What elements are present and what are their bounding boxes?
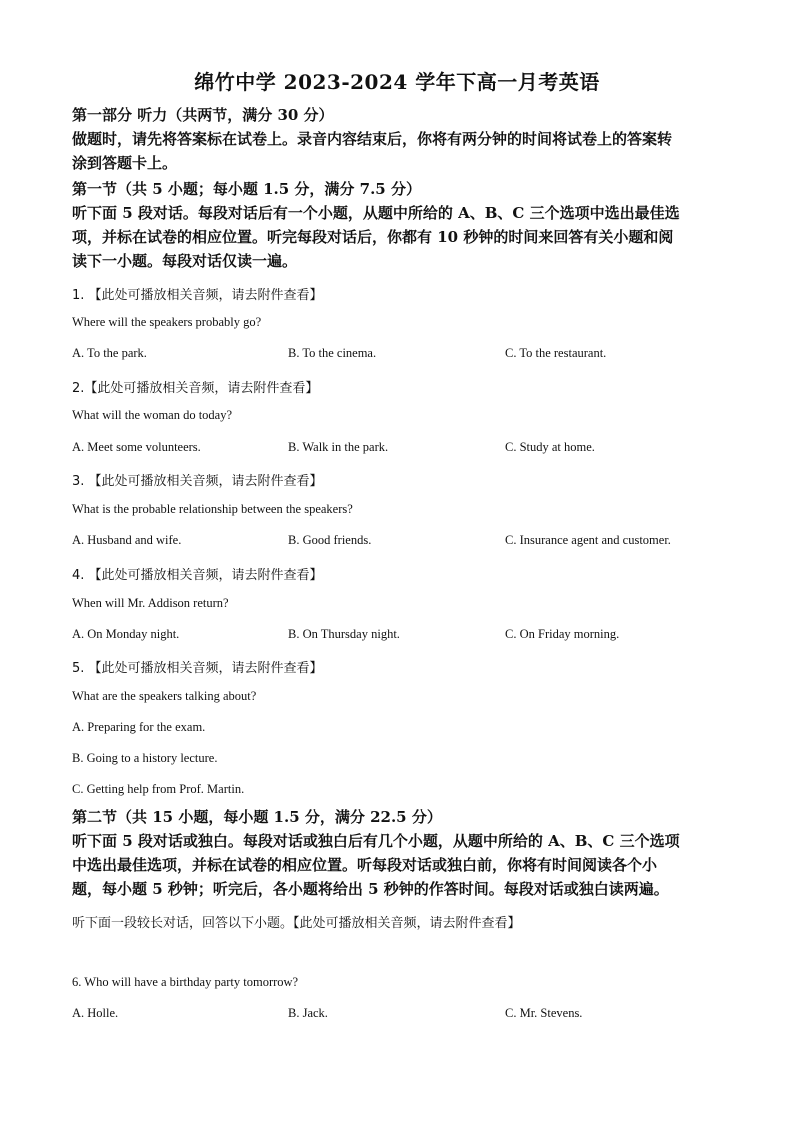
option-b: B. On Thursday night.	[288, 627, 400, 641]
question-audio-label: 5. 【此处可播放相关音频，请去附件查看】	[72, 661, 323, 676]
question-audio-label: 1. 【此处可播放相关音频，请去附件查看】	[72, 288, 323, 303]
exam-title: 绵竹中学 2023-2024 学年下高一月考英语	[194, 70, 600, 94]
question-audio-label: 2.【此处可播放相关音频，请去附件查看】	[72, 381, 319, 396]
dialogue-intro: 听下面一段较长对话，回答以下小题。【此处可播放相关音频，请去附件查看】	[72, 916, 521, 931]
option-b: B. Going to a history lecture.	[72, 751, 218, 765]
option-a: A. Husband and wife.	[72, 533, 182, 547]
option-b: B. Jack.	[288, 1006, 328, 1020]
section1-instructions	[72, 201, 724, 273]
part1-heading: 第一部分 听力（共两节，满分 30 分）	[72, 106, 334, 124]
option-a: A. On Monday night.	[72, 627, 180, 641]
question-audio-label: 4. 【此处可播放相关音频，请去附件查看】	[72, 568, 323, 583]
option-a: A. To the park.	[72, 346, 147, 360]
instruction-line: 题，每小题 5 秒钟；听完后，各小题将给出 5 秒钟的作答时间。每段对话或独白读两遍。	[72, 880, 669, 898]
option-c: C. Getting help from Prof. Martin.	[72, 782, 245, 796]
option-a: A. Holle.	[72, 1006, 119, 1020]
option-c: C. Study at home.	[505, 440, 595, 454]
question-text: 6. Who will have a birthday party tomorrow?	[72, 975, 299, 989]
instruction-line: 听下面 5 段对话。每段对话后有一个小题，从题中所给的 A、B、C 三个选项中选出最佳选	[72, 204, 680, 222]
part1-instructions	[72, 127, 724, 175]
option-c: C. Mr. Stevens.	[505, 1006, 583, 1020]
instruction-line: 涂到答题卡上。	[72, 154, 178, 172]
question-text: What are the speakers talking about?	[72, 689, 257, 703]
question-text: Where will the speakers probably go?	[72, 315, 262, 329]
option-a: A. Meet some volunteers.	[72, 440, 201, 454]
question-audio-label: 3. 【此处可播放相关音频，请去附件查看】	[72, 474, 323, 489]
option-a: A. Preparing for the exam.	[72, 720, 206, 734]
instruction-line: 中选出最佳选项，并标在试卷的相应位置。听每段对话或独白前，你将有时间阅读各个小	[72, 856, 658, 874]
question-text: When will Mr. Addison return?	[72, 596, 229, 610]
question-text: What will the woman do today?	[72, 408, 233, 422]
option-c: C. Insurance agent and customer.	[505, 533, 671, 547]
option-b: B. To the cinema.	[288, 346, 377, 360]
section1-heading: 第一节（共 5 小题；每小题 1.5 分，满分 7.5 分）	[72, 180, 421, 198]
instruction-line: 听下面 5 段对话或独白。每段对话或独白后有几个小题，从题中所给的 A、B、C 三个选项	[72, 832, 680, 850]
instruction-line: 项，并标在试卷的相应位置。听完每段对话后，你都有 10 秒钟的时间来回答有关小题和阅	[72, 228, 674, 246]
option-b: B. Good friends.	[288, 533, 372, 547]
section2-instructions	[72, 829, 724, 901]
instruction-line: 做题时，请先将答案标在试卷上。录音内容结束后，你将有两分钟的时间将试卷上的答案转	[72, 130, 673, 148]
instruction-line: 读下一小题。每段对话仅读一遍。	[72, 252, 298, 270]
option-c: C. On Friday morning.	[505, 627, 620, 641]
section2-heading: 第二节（共 15 小题，每小题 1.5 分，满分 22.5 分）	[72, 808, 442, 826]
option-b: B. Walk in the park.	[288, 440, 389, 454]
question-text: What is the probable relationship between the speakers?	[72, 502, 353, 516]
option-c: C. To the restaurant.	[505, 346, 607, 360]
